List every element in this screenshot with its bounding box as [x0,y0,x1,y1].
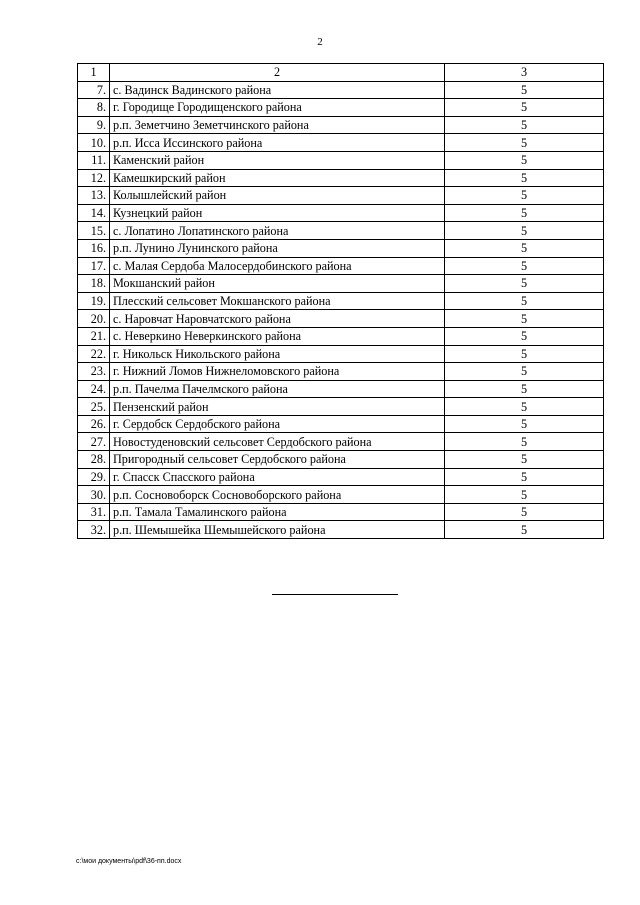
row-value-cell: 5 [445,451,604,469]
row-name-cell: р.п. Исса Иссинского района [110,134,445,152]
row-name-cell: г. Городище Городищенского района [110,99,445,117]
row-name-cell: Новостуденовский сельсовет Сердобского района [110,433,445,451]
row-value-cell: 5 [445,398,604,416]
row-number-cell: 20. [78,310,110,328]
table-row [78,99,604,117]
table-body [78,81,604,538]
row-value-cell: 5 [445,169,604,187]
table-row [78,503,604,521]
table-row [78,468,604,486]
row-name-cell: Каменский район [110,151,445,169]
column-header-name: 2 [110,64,445,82]
footer-file-path: c:\мои документы\pdf\36-пп.docx [76,858,182,865]
row-name-cell: Пригородный сельсовет Сердобского района [110,451,445,469]
table-row [78,134,604,152]
row-value-cell: 5 [445,239,604,257]
row-name-cell: г. Нижний Ломов Нижнеломовского района [110,363,445,381]
table-row [78,521,604,539]
table-row [78,292,604,310]
row-name-cell: р.п. Шемышейка Шемышейского района [110,521,445,539]
row-value-cell: 5 [445,204,604,222]
row-number-cell: 29. [78,468,110,486]
row-name-cell: с. Лопатино Лопатинского района [110,222,445,240]
row-value-cell: 5 [445,310,604,328]
row-number-cell: 17. [78,257,110,275]
row-name-cell: Пензенский район [110,398,445,416]
row-value-cell: 5 [445,292,604,310]
row-number-cell: 10. [78,134,110,152]
column-header-value: 3 [445,64,604,82]
table-row [78,187,604,205]
closing-divider [272,594,398,595]
row-value-cell: 5 [445,222,604,240]
row-value-cell: 5 [445,503,604,521]
table-row [78,169,604,187]
row-number-cell: 21. [78,327,110,345]
table-row [78,116,604,134]
row-number-cell: 9. [78,116,110,134]
table-row [78,380,604,398]
row-number-cell: 13. [78,187,110,205]
table-row [78,239,604,257]
table-row [78,327,604,345]
row-name-cell: р.п. Земетчино Земетчинского района [110,116,445,134]
row-name-cell: г. Сердобск Сердобского района [110,415,445,433]
row-number-cell: 12. [78,169,110,187]
column-header-number: 1 [78,64,110,82]
districts-table [77,63,604,539]
table-row [78,204,604,222]
table-row [78,415,604,433]
row-name-cell: г. Никольск Никольского района [110,345,445,363]
table-header-row [78,64,604,82]
row-number-cell: 27. [78,433,110,451]
row-value-cell: 5 [445,99,604,117]
table-row [78,451,604,469]
row-name-cell: с. Малая Сердоба Малосердобинского района [110,257,445,275]
row-name-cell: Плесский сельсовет Мокшанского района [110,292,445,310]
page-number: 2 [317,36,323,48]
table-row [78,363,604,381]
row-name-cell: р.п. Лунино Лунинского района [110,239,445,257]
row-value-cell: 5 [445,327,604,345]
row-number-cell: 16. [78,239,110,257]
row-name-cell: с. Неверкино Неверкинского района [110,327,445,345]
row-value-cell: 5 [445,134,604,152]
row-name-cell: Камешкирский район [110,169,445,187]
table-row [78,81,604,99]
row-number-cell: 31. [78,503,110,521]
row-name-cell: г. Спасск Спасского района [110,468,445,486]
row-number-cell: 15. [78,222,110,240]
row-name-cell: р.п. Тамала Тамалинского района [110,503,445,521]
table-row [78,398,604,416]
row-number-cell: 8. [78,99,110,117]
row-number-cell: 19. [78,292,110,310]
row-name-cell: р.п. Сосновоборск Сосновоборского района [110,486,445,504]
row-value-cell: 5 [445,151,604,169]
row-value-cell: 5 [445,433,604,451]
row-number-cell: 18. [78,275,110,293]
row-number-cell: 22. [78,345,110,363]
row-value-cell: 5 [445,363,604,381]
table-row [78,486,604,504]
row-name-cell: Кузнецкий район [110,204,445,222]
table-row [78,151,604,169]
row-number-cell: 32. [78,521,110,539]
row-value-cell: 5 [445,345,604,363]
row-value-cell: 5 [445,116,604,134]
table-row [78,345,604,363]
row-name-cell: с. Вадинск Вадинского района [110,81,445,99]
row-value-cell: 5 [445,81,604,99]
row-value-cell: 5 [445,257,604,275]
row-value-cell: 5 [445,380,604,398]
row-number-cell: 25. [78,398,110,416]
table-row [78,275,604,293]
row-name-cell: Мокшанский район [110,275,445,293]
row-value-cell: 5 [445,187,604,205]
row-value-cell: 5 [445,415,604,433]
row-name-cell: р.п. Пачелма Пачелмского района [110,380,445,398]
row-number-cell: 26. [78,415,110,433]
row-value-cell: 5 [445,521,604,539]
table-row [78,222,604,240]
row-name-cell: Колышлейский район [110,187,445,205]
row-number-cell: 30. [78,486,110,504]
row-number-cell: 14. [78,204,110,222]
row-name-cell: с. Наровчат Наровчатского района [110,310,445,328]
table-row [78,257,604,275]
table-row [78,310,604,328]
row-number-cell: 7. [78,81,110,99]
row-value-cell: 5 [445,275,604,293]
table-row [78,433,604,451]
row-value-cell: 5 [445,486,604,504]
row-number-cell: 28. [78,451,110,469]
row-number-cell: 11. [78,151,110,169]
row-number-cell: 24. [78,380,110,398]
row-value-cell: 5 [445,468,604,486]
row-number-cell: 23. [78,363,110,381]
